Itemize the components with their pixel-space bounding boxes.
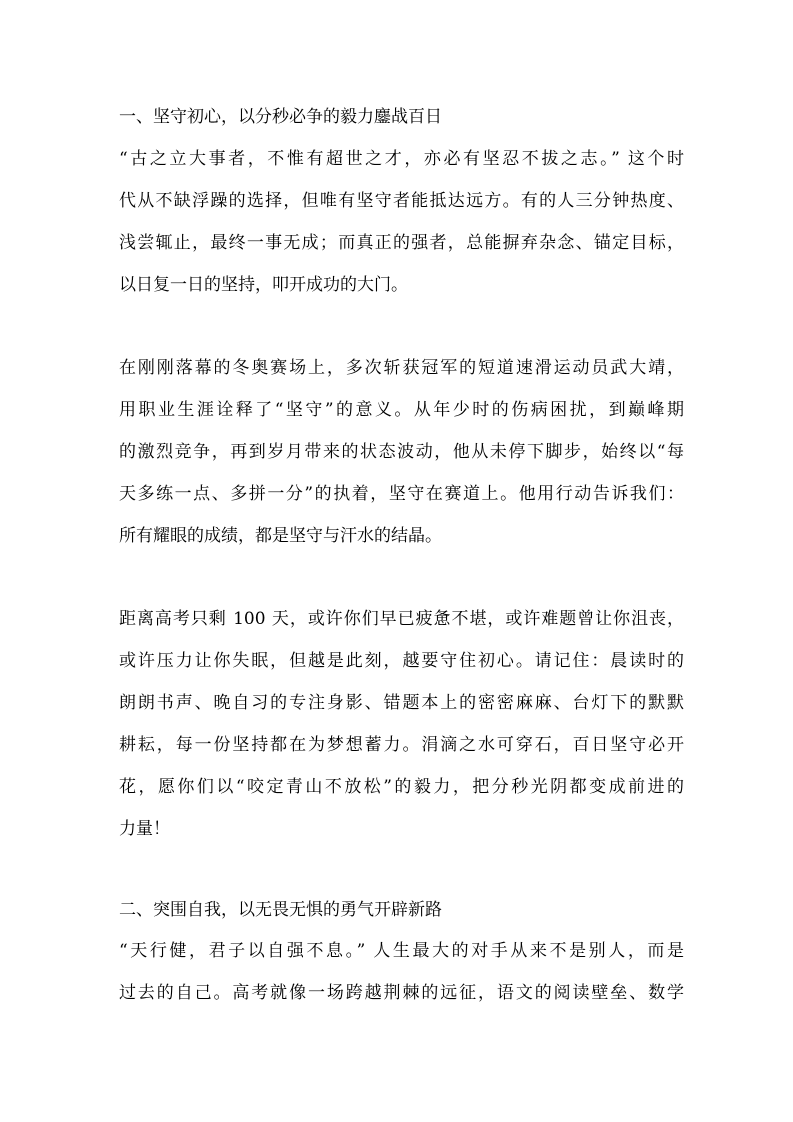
- section-heading: 一、坚守初心，以分秒必争的毅力鏖战百日: [119, 107, 442, 127]
- paragraph-line: 代从不缺浮躁的选择，但唯有坚守者能抵达远方。有的人三分钟热度、: [119, 191, 684, 211]
- paragraph-line: 耕耘，每一份坚持都在为梦想蓄力。涓滴之水可穿石，百日坚守必开: [119, 735, 684, 755]
- paragraph-line: 花，愿你们以“咬定青山不放松”的毅力，把分秒光阴都变成前进的: [119, 777, 684, 797]
- paragraph-line: 浅尝辄止，最终一事无成；而真正的强者，总能摒弃杂念、锚定目标，: [119, 233, 684, 253]
- paragraph-line: “古之立大事者，不惟有超世之才，亦必有坚忍不拔之志。” 这个时: [119, 149, 684, 169]
- paragraph-line: 所有耀眼的成绩，都是坚守与汗水的结晶。: [119, 526, 442, 546]
- section-heading: 二、突围自我，以无畏无惧的勇气开辟新路: [119, 900, 442, 920]
- paragraph-line: 朗朗书声、晚自习的专注身影、错题本上的密密麻麻、台灯下的默默: [119, 693, 684, 713]
- paragraph-line: 在刚刚落幕的冬奥赛场上，多次斩获冠军的短道速滑运动员武大靖，: [119, 358, 684, 378]
- paragraph-line: 距离高考只剩 100 天，或许你们早已疲惫不堪，或许难题曾让你沮丧，: [119, 609, 684, 629]
- paragraph-line: 力量！: [119, 819, 170, 839]
- paragraph-line: 的激烈竞争，再到岁月带来的状态波动，他从未停下脚步，始终以“每: [119, 442, 684, 462]
- paragraph-line: 以日复一日的坚持，叩开成功的大门。: [119, 275, 408, 295]
- paragraph-line: 过去的自己。高考就像一场跨越荆棘的远征，语文的阅读壁垒、数学: [119, 983, 684, 1003]
- paragraph-line: 或许压力让你失眠，但越是此刻，越要守住初心。请记住：晨读时的: [119, 651, 684, 671]
- paragraph-line: 用职业生涯诠释了“坚守”的意义。从年少时的伤病困扰，到巅峰期: [119, 400, 684, 420]
- paragraph-line: 天多练一点、多拼一分”的执着，坚守在赛道上。他用行动告诉我们：: [119, 484, 684, 504]
- paragraph-line: “天行健，君子以自强不息。” 人生最大的对手从来不是别人，而是: [119, 941, 684, 961]
